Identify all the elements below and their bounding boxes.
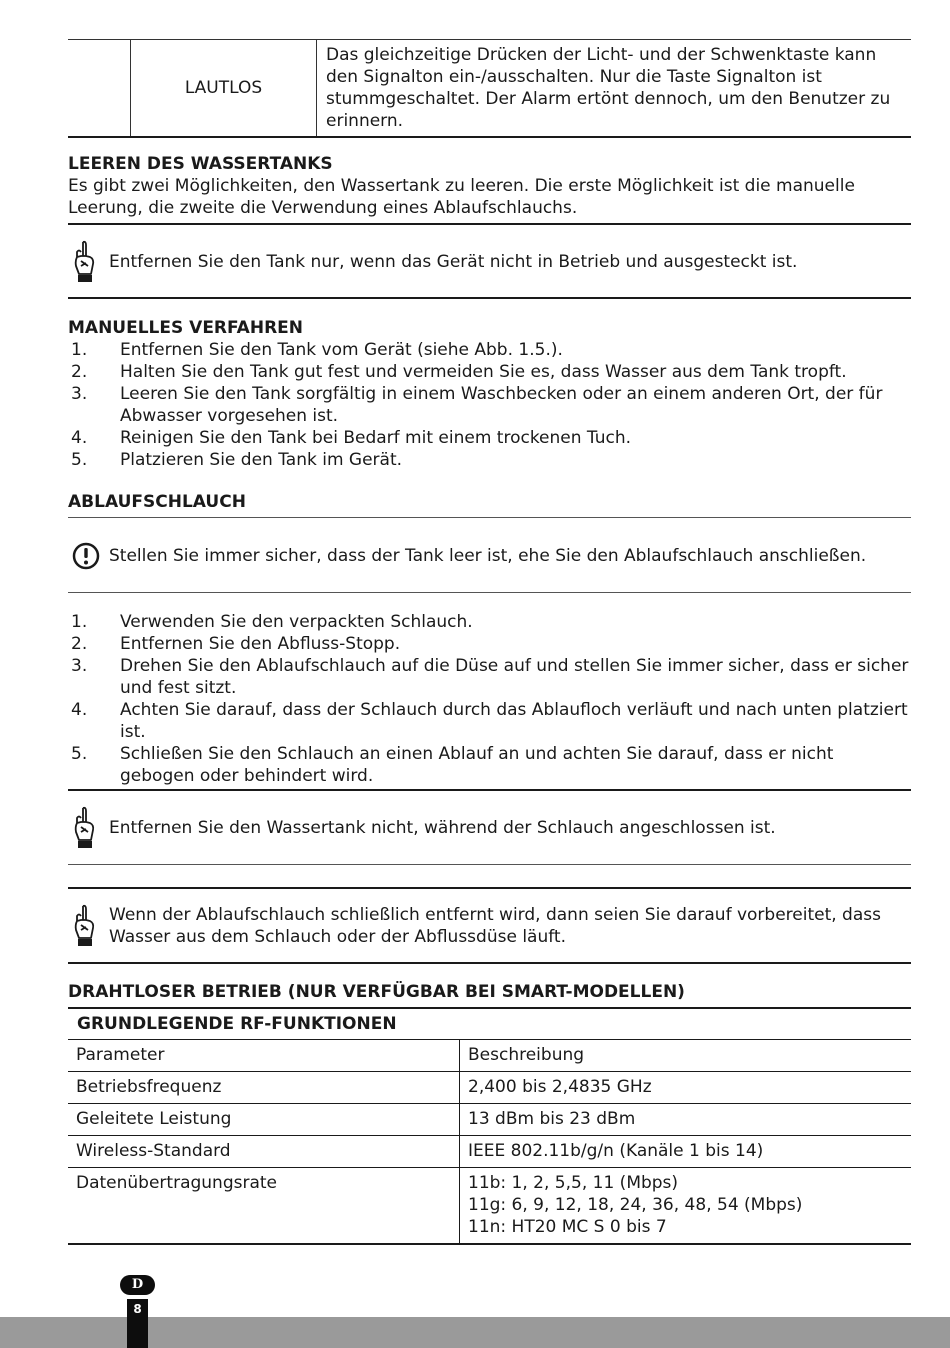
list-item: 1. Verwenden Sie den verpackten Schlauch. bbox=[71, 612, 473, 632]
rf-table-title: GRUNDLEGENDE RF-FUNKTIONEN bbox=[77, 1014, 397, 1034]
list-item: 3. Drehen Sie den Ablaufschlauch auf die Düse auf und stellen Sie immer sicher, dass er sicher und fest sitzt. bbox=[71, 656, 909, 698]
manual-steps-list bbox=[68, 339, 911, 471]
empty-tank-intro: Es gibt zwei Möglichkeiten, den Wassertank zu leeren. Die erste Möglichkeit ist die manuelle Leerung, die zweite die Verwendung eines Ablaufschlauchs. bbox=[68, 176, 855, 218]
divider bbox=[68, 887, 911, 889]
table-cell: Betriebsfrequenz bbox=[68, 1072, 460, 1104]
table-cell: Datenübertragungsrate bbox=[68, 1168, 460, 1245]
table-header-cell: Parameter bbox=[68, 1040, 460, 1072]
note-tank-removal: Entfernen Sie den Tank nur, wenn das Gerät nicht in Betrieb und ausgesteckt ist. bbox=[109, 252, 798, 272]
list-item: 3. Leeren Sie den Tank sorgfältig in einem Waschbecken oder an einem anderen Ort, der für Abwasser vorgesehen ist. bbox=[71, 384, 883, 426]
section-heading-manual: MANUELLES VERFAHREN bbox=[68, 318, 303, 338]
list-item: 5. Schließen Sie den Schlauch an einen Ablauf an und achten Sie darauf, dass er nicht gebogen oder behindert wird. bbox=[71, 744, 834, 786]
list-item: 4. Reinigen Sie den Tank bei Bedarf mit einem trockenen Tuch. bbox=[71, 428, 632, 448]
silent-mode-row bbox=[68, 39, 911, 138]
table-cell: Wireless-Standard bbox=[68, 1136, 460, 1168]
exclamation-circle-icon bbox=[71, 542, 101, 576]
list-item: 1. Entfernen Sie den Tank vom Gerät (siehe Abb. 1.5.). bbox=[71, 340, 563, 360]
drain-hose-steps-list bbox=[68, 611, 911, 787]
note-hose-removal: Wenn der Ablaufschlauch schließlich entfernt wird, dann seien Sie darauf vorbereitet, dass Wasser aus dem Schlauch oder der Abflussdüse läuft. bbox=[109, 905, 881, 947]
list-item: 2. Halten Sie den Tank gut fest und vermeiden Sie es, dass Wasser aus dem Tank tropft. bbox=[71, 362, 847, 382]
language-badge: D bbox=[120, 1275, 155, 1295]
divider bbox=[68, 517, 911, 518]
note-hose-connected: Entfernen Sie den Wassertank nicht, während der Schlauch angeschlossen ist. bbox=[109, 818, 776, 838]
pointing-hand-icon bbox=[72, 240, 96, 290]
rf-functions-table bbox=[68, 1039, 911, 1245]
table-row bbox=[68, 1136, 911, 1168]
table-row bbox=[68, 1104, 911, 1136]
page-number: 8 bbox=[133, 1302, 142, 1316]
table-cell: IEEE 802.11b/g/n (Kanäle 1 bis 14) bbox=[460, 1136, 912, 1168]
table-cell: Geleitete Leistung bbox=[68, 1104, 460, 1136]
divider bbox=[68, 864, 911, 865]
silent-mode-label: LAUTLOS bbox=[184, 78, 263, 98]
section-heading-wireless: DRAHTLOSER BETRIEB (NUR VERFÜGBAR BEI SMART-MODELLEN) bbox=[68, 982, 685, 1002]
list-item: 2. Entfernen Sie den Abfluss-Stopp. bbox=[71, 634, 401, 654]
table-cell: 13 dBm bis 23 dBm bbox=[460, 1104, 912, 1136]
section-heading-drain-hose: ABLAUFSCHLAUCH bbox=[68, 492, 246, 512]
table-cell: 2,400 bis 2,4835 GHz bbox=[460, 1072, 912, 1104]
pointing-hand-icon bbox=[72, 806, 96, 856]
table-row bbox=[68, 1040, 911, 1072]
table-row bbox=[68, 1072, 911, 1104]
silent-mode-description: Das gleichzeitige Drücken der Licht- und der Schwenktaste kann den Signalton ein-/ausschalten. Nur die Taste Signalton ist stummgeschaltet. Der Alarm ertönt dennoch, um den Benutzer zu erinnern. bbox=[326, 45, 891, 131]
divider bbox=[68, 592, 911, 593]
table-cell bbox=[460, 1168, 912, 1245]
divider bbox=[68, 297, 911, 299]
pointing-hand-icon bbox=[72, 904, 96, 954]
list-item: 4. Achten Sie darauf, dass der Schlauch durch das Ablaufloch verläuft und nach unten platziert ist. bbox=[71, 700, 908, 742]
divider bbox=[68, 1007, 911, 1009]
table-header-cell: Beschreibung bbox=[460, 1040, 912, 1072]
section-heading-empty-tank: LEEREN DES WASSERTANKS bbox=[68, 154, 333, 174]
rate-line: 11n: HT20 MC S 0 bis 7 bbox=[468, 1217, 667, 1237]
divider bbox=[68, 789, 911, 791]
divider bbox=[68, 223, 911, 225]
rate-line: 11b: 1, 2, 5,5, 11 (Mbps) bbox=[468, 1173, 679, 1193]
divider bbox=[68, 962, 911, 964]
table-divider bbox=[316, 40, 317, 136]
warning-tank-empty: Stellen Sie immer sicher, dass der Tank leer ist, ehe Sie den Ablaufschlauch anschließen. bbox=[109, 546, 867, 566]
table-row bbox=[68, 1168, 911, 1245]
list-item: 5. Platzieren Sie den Tank im Gerät. bbox=[71, 450, 403, 470]
rate-line: 11g: 6, 9, 12, 18, 24, 36, 48, 54 (Mbps) bbox=[468, 1195, 803, 1215]
